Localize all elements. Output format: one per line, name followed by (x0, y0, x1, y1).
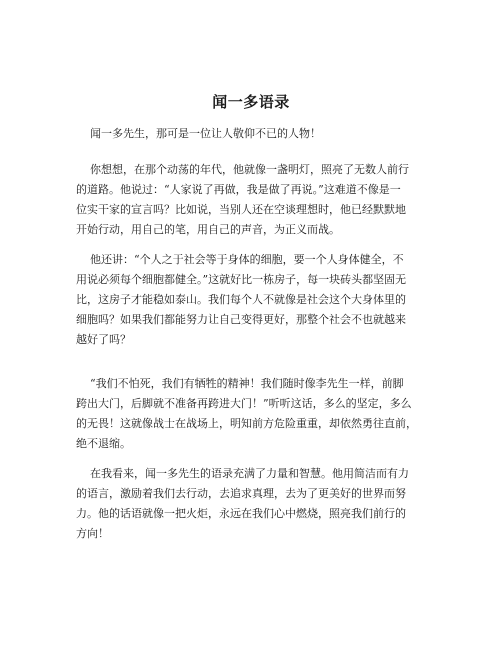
paragraph-2 (76, 160, 456, 240)
paragraph-line: 细胞吗？如果我们都能努力让自己变得更好，那整个社会不也就越来 (76, 313, 406, 326)
paragraph-line: 方向！ (76, 527, 109, 540)
paragraph-4 (76, 374, 456, 454)
paragraph-line: 开始行动，用自己的笔，用自己的声音，为正义而战。 (76, 223, 340, 236)
paragraph-line: 位实干家的宣言吗？比如说，当别人还在空谈理想时，他已经默默地 (76, 203, 406, 216)
paragraph-line: 在我看来，闻一多先生的语录充满了力量和智慧。他用简洁而有力 (90, 467, 409, 480)
paragraph-line: 力。他的话语就像一把火炬，永远在我们心中燃烧，照亮我们前行的 (76, 507, 406, 520)
paragraph-5 (76, 464, 456, 544)
paragraph-line: 闻一多先生，那可是一位让人敬仰不已的人物！ (90, 127, 321, 140)
paragraph-line: 的语言，激励着我们去行动，去追求真理，去为了更美好的世界而努 (76, 487, 406, 500)
paragraph-line: 他还讲：“个人之于社会等于身体的细胞，要一个人身体健全，不 (90, 253, 404, 266)
paragraph-line: 你想想，在那个动荡的年代，他就像一盏明灯，照亮了无数人前行 (90, 163, 409, 176)
paragraph-line: “我们不怕死，我们有牺牲的精神！我们随时像李先生一样，前脚 (90, 377, 404, 390)
paragraph-3 (76, 250, 456, 350)
paragraph-line: 跨出大门，后脚就不准备再跨进大门！”听听这话，多么的坚定，多么 (76, 397, 412, 410)
paragraph-line: 越好了吗？ (76, 333, 131, 346)
document-title: 闻一多语录 (212, 93, 290, 111)
paragraph-line: 绝不退缩。 (76, 437, 131, 450)
paragraph-line: 比，这房子才能稳如泰山。我们每个人不就像是社会这个大身体里的 (76, 293, 406, 306)
paragraph-1 (76, 124, 456, 144)
paragraph-line: 用说必须每个细胞都健全。”这就好比一栋房子，每一块砖头都坚固无 (76, 273, 407, 286)
paragraph-line: 的道路。他说过：“人家说了再做，我是做了再说。”这难道不像是一 (76, 183, 401, 196)
paragraph-line: 的无畏！这就像战士在战场上，明知前方危险重重，却依然勇往直前， (76, 417, 417, 430)
